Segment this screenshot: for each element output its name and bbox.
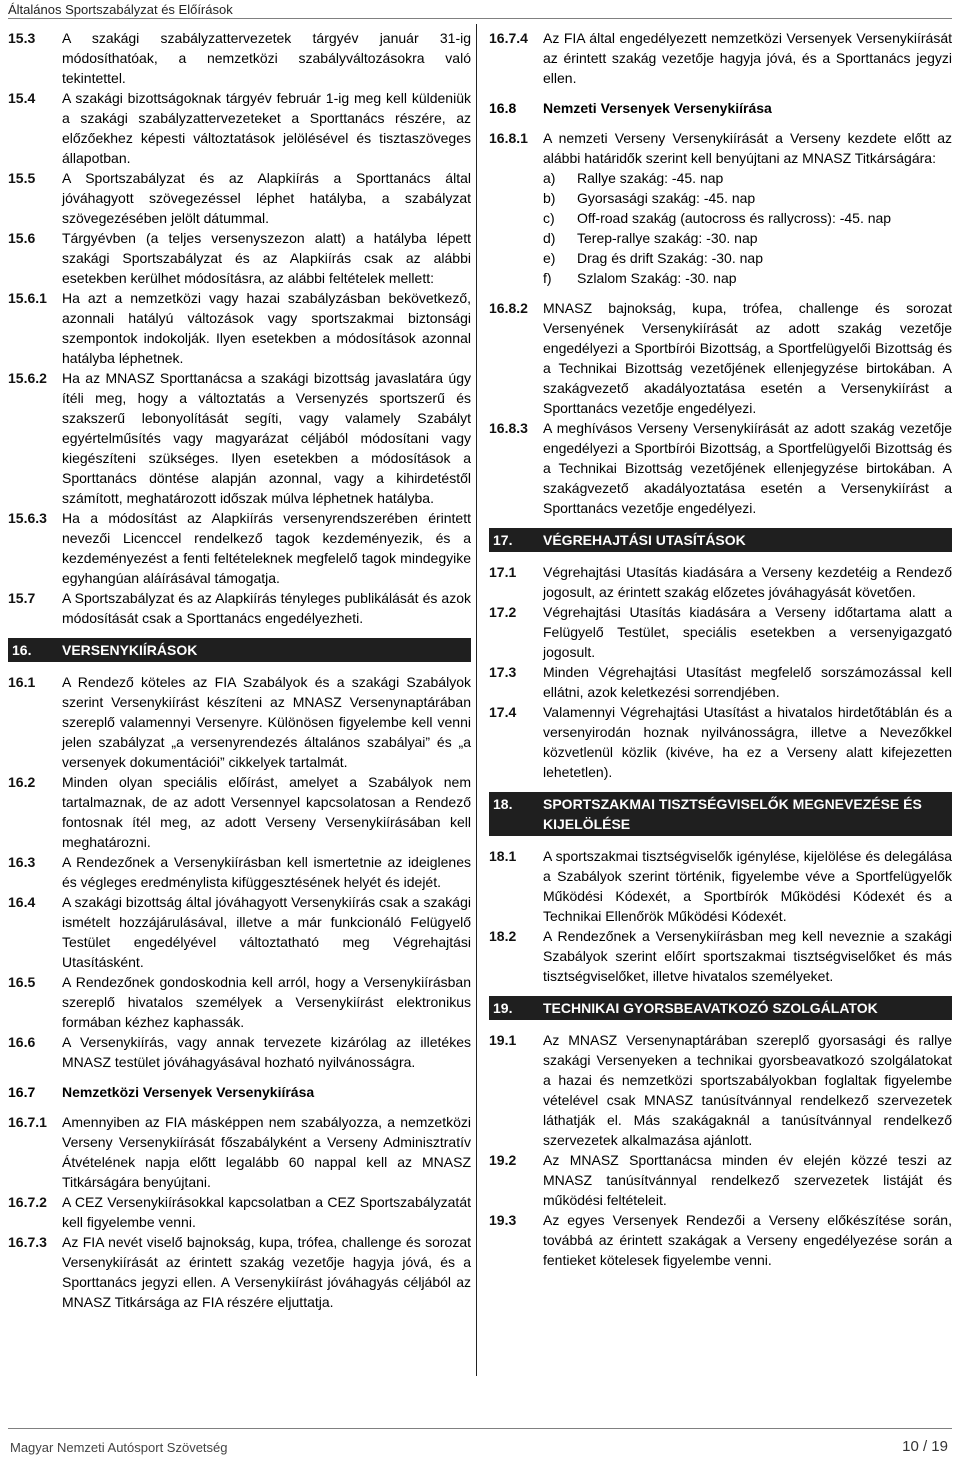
- clause-text: A nemzeti Verseny Versenykiírását a Verseny kezdete előtt az alábbi határidők szerint kell benyújtani az MNASZ Titkárságára:: [543, 130, 952, 166]
- clause-number: 18.2: [489, 928, 517, 944]
- column-divider: [476, 24, 477, 1376]
- clause-number: 16.6: [8, 1034, 36, 1050]
- section-heading-number: 19.: [493, 1000, 513, 1016]
- subsection-heading-text: Nemzeti Versenyek Versenykiírása: [543, 100, 772, 116]
- clause: [489, 562, 952, 602]
- clause: [489, 662, 952, 702]
- clause-text: Az FIA által engedélyezett nemzetközi Versenyek Versenykiírását az érintett szakág vezetője hagyja jóvá, és a Sporttanács jegyzi ellen.: [543, 30, 952, 86]
- clause-number: 16.7.1: [8, 1114, 47, 1130]
- clause: [8, 1112, 471, 1192]
- clause-text: Az egyes Versenyek Rendezői a Verseny előkészítése során, továbbá az érintett szakágak a Verseny engedélyezése során a fentieket kötelesek figyelembe venni.: [543, 1212, 952, 1268]
- list-item-letter: b): [543, 190, 556, 206]
- clause-text: MNASZ bajnokság, kupa, trófea, challenge és sorozat Versenyének Versenykiírását az adott szakág vezetője engedélyezi a Sportbírói Bizottság, a Sportfelügyelői Bizottság és a Technikai Bizottság vezetőjének ellenjegyzése birtokában. A szakágvezető akadályoztatása esetén a Versenykiírást a Sporttanács vezetője engedélyezi.: [543, 300, 952, 416]
- clause-text: A szakági bizottság által jóváhagyott Versenykiírás csak a szakági ismételt hozzájárulásával, illetve a már funkcionáló Felügyelő Testület engedélyével változtatható meg Végrehajtási Utasításként.: [62, 894, 471, 970]
- clause: [8, 672, 471, 772]
- list-item: [543, 208, 952, 228]
- list-item: [543, 188, 952, 208]
- clause: [489, 1210, 952, 1270]
- page-footer: [8, 1428, 952, 1458]
- section-heading: [489, 996, 952, 1020]
- clause: [489, 602, 952, 662]
- clause-number: 16.8.1: [489, 130, 528, 146]
- list-item-letter: e): [543, 250, 556, 266]
- clause: [8, 88, 471, 168]
- clause: [489, 846, 952, 926]
- subsection-heading-number: 16.7: [8, 1084, 36, 1100]
- left-column: [8, 28, 471, 1312]
- clause-text: A Rendezőnek a Versenykiírásban meg kell neveznie a szakági Szabályok szerint előírt sportszakmai tisztségviselőket és más tisztségviselőket, illetve hivatalos személyeket.: [543, 928, 952, 984]
- clause-text: Ha az MNASZ Sporttanácsa a szakági bizottság javaslatára úgy ítéli meg, hogy a változtatás a Versenyzés sportszerű és szakszerű lebonyolítását segíti, vagy valamely Szabályt egyértelműsítés vagy magyarázat céljából módosítani vagy kiegészíteni szükséges. Ilyen esetekben a módosítások a Sporttanács döntése alapján azonnal, vagy a kihirdetéstől számított, meghatározott időszak múlva léphetnek hatályba.: [62, 370, 471, 506]
- subsection-heading: [8, 1082, 471, 1102]
- list-item-text: Gyorsasági szakág: -45. nap: [577, 190, 756, 206]
- right-column: [489, 28, 952, 1270]
- list-item-letter: c): [543, 210, 555, 226]
- clause-text: Az MNASZ Sporttanácsa minden év elején közzé teszi az MNASZ tanúsítvánnyal rendelkező szervezetek listáját és működési feltételeit.: [543, 1152, 952, 1208]
- clause-text: Az MNASZ Versenynaptárában szereplő gyorsasági és rallye szakági Versenyeken a technikai gyorsbeavatkozó szolgálatokat a hazai és nemzetközi sportszabályokban foglaltak figyelembe vételével csak MNASZ tanúsítvánnyal rendelkező szervezetek láthatják el. Más szakágaknál a tanúsítvánnyal rendelkező szervezetek alkalmazása ajánlott.: [543, 1032, 952, 1148]
- list-item-text: Off-road szakág (autocross és rallycross): -45. nap: [577, 210, 892, 226]
- clause: [8, 972, 471, 1032]
- clause-number: 16.4: [8, 894, 36, 910]
- clause-number: 15.6.1: [8, 290, 47, 306]
- clause-number: 15.6.2: [8, 370, 47, 386]
- clause: [8, 892, 471, 972]
- clause-number: 19.2: [489, 1152, 517, 1168]
- clause-number: 16.1: [8, 674, 36, 690]
- clause-number: 19.3: [489, 1212, 517, 1228]
- document-title: Általános Sportszabályzat és Előírások: [8, 2, 233, 17]
- clause: [8, 28, 471, 88]
- spacer: [489, 288, 952, 298]
- clause-number: 15.3: [8, 30, 36, 46]
- list-item-text: Drag és drift Szakág: -30. nap: [577, 250, 763, 266]
- clause: [8, 508, 471, 588]
- page-header: [8, 0, 952, 20]
- clause-text: Ha azt a nemzetközi vagy hazai szabályzásban bekövetkező, azonnali hatályú változások vagy sportszakmai biztonsági szempontok indokolják. Ilyen esetekben a módosítások azonnal hatályba léphetnek.: [62, 290, 471, 366]
- list-item-letter: f): [543, 270, 552, 286]
- clause: [8, 1192, 471, 1232]
- clause-number: 16.2: [8, 774, 36, 790]
- clause: [489, 28, 952, 88]
- clause: [489, 128, 952, 168]
- list-item-text: Szlalom Szakág: -30. nap: [577, 270, 737, 286]
- clause-text: Valamennyi Végrehajtási Utasítást a hivatalos hirdetőtáblán és a versenyirodán hoznak nyilvánosságra, illetve a Nevezőkkel közvetlenül közlik (kivéve, ha ez a Verseny alatt kifejezetten lehetetlen).: [543, 704, 952, 780]
- clause-number: 15.6: [8, 230, 36, 246]
- list-item-letter: d): [543, 230, 556, 246]
- clause-number: 16.7.4: [489, 30, 528, 46]
- clause: [8, 1232, 471, 1312]
- clause-text: A Versenykiírás, vagy annak tervezete kizárólag az illetékes MNASZ testület jóváhagyásával hozható nyilvánosságra.: [62, 1034, 471, 1070]
- section-heading-text: SPORTSZAKMAI TISZTSÉGVISELŐK MEGNEVEZÉSE ÉS KIJELÖLÉSE: [543, 796, 922, 832]
- section-heading-number: 16.: [12, 642, 32, 658]
- clause-number: 16.5: [8, 974, 36, 990]
- section-heading-text: VÉGREHAJTÁSI UTASÍTÁSOK: [543, 532, 746, 548]
- clause-text: Minden Végrehajtási Utasítást megfelelő sorszámozással kell ellátni, azok keletkezési sorrendjében.: [543, 664, 952, 700]
- clause-text: Amennyiben az FIA másképpen nem szabályozza, a nemzetközi Verseny Versenykiírását főszabályként a Verseny Adminisztratív Átvételének napja előtt legalább 60 nappal kell az MNASZ Titkárságára benyújtani.: [62, 1114, 471, 1190]
- clause-number: 15.6.3: [8, 510, 47, 526]
- clause: [489, 926, 952, 986]
- clause-number: 16.7.2: [8, 1194, 47, 1210]
- clause: [8, 1032, 471, 1072]
- list-item: [543, 228, 952, 248]
- list-item-text: Terep-rallye szakág: -30. nap: [577, 230, 758, 246]
- clause-text: Végrehajtási Utasítás kiadására a Verseny kezdetéig a Rendező jogosult, az érintett szakág előzetes jóváhagyását követően.: [543, 564, 952, 600]
- clause-number: 16.8.2: [489, 300, 528, 316]
- clause-text: A szakági szabályzattervezetek tárgyév január 31-ig módosíthatóak, a nemzetközi szabályváltozásokra való tekintettel.: [62, 30, 471, 86]
- clause-text: A Rendezőnek gondoskodnia kell arról, hogy a Versenykiírásban szereplő hivatalos személyek a Versenykiírást elektronikus formában kézhez kaphassák.: [62, 974, 471, 1030]
- deadline-list: [543, 168, 952, 288]
- clause-text: A Sportszabályzat és az Alapkiírás a Sporttanács által jóváhagyott szövegezéssel léphet hatályba, a szabályzat szövegezésében jelölt dátummal.: [62, 170, 471, 226]
- clause-text: Ha a módosítást az Alapkiírás versenyrendszerében érintett nevezői Licenccel rendelkező tagok kezdeményezik, és a kezdeményezést a fenti feltételeknek megfelelő tagok mindegyike egyhangúan aláírásával támogatja.: [62, 510, 471, 586]
- section-heading-text: VERSENYKIÍRÁSOK: [62, 642, 198, 658]
- subsection-heading-text: Nemzetközi Versenyek Versenykiírása: [62, 1084, 315, 1100]
- clause: [8, 288, 471, 368]
- clause-number: 17.1: [489, 564, 517, 580]
- clause-text: A szakági bizottságoknak tárgyév február 1-ig meg kell küldeniük a szakági szabályzattervezeteket a Sporttanács részére, az előzőekhez képesti változtatások jelölésével és tisztaszöveges állapotban.: [62, 90, 471, 166]
- section-heading-text: TECHNIKAI GYORSBEAVATKOZÓ SZOLGÁLATOK: [543, 1000, 878, 1016]
- list-item: [543, 268, 952, 288]
- clause: [489, 418, 952, 518]
- section-heading: [8, 638, 471, 662]
- clause-text: Minden olyan speciális előírást, amelyet a Szabályok nem tartalmaznak, de az adott Versennyel kapcsolatosan a Rendező fontosnak ítél meg, az adott Verseny Versenykiírásában kell meghatározni.: [62, 774, 471, 850]
- clause: [8, 588, 471, 628]
- section-heading-number: 18.: [493, 796, 513, 812]
- list-item: [543, 168, 952, 188]
- clause-number: 15.7: [8, 590, 36, 606]
- subsection-heading: [489, 98, 952, 118]
- clause-number: 17.3: [489, 664, 517, 680]
- clause-text: A sportszakmai tisztségviselők igénylése, kijelölése és delegálása a Szabályok szerint történik, figyelembe véve a Sportfelügyelők Működési Kódexét, a Sportbírók Működési Kódexét és a Technikai Ellenőrök Működési Kódexét.: [543, 848, 952, 924]
- clause-text: A meghívásos Verseny Versenykiírását az adott szakág vezetője engedélyezi a Sportbírói Bizottság, a Sportfelügyelői Bizottság és a Technikai Bizottság vezetőjének ellenjegyzése birtokában. A szakágvezető akadályoztatása esetén a Versenykiírást a Sporttanács vezetője engedélyezi.: [543, 420, 952, 516]
- header-rule: [8, 18, 952, 19]
- list-item: [543, 248, 952, 268]
- clause-number: 16.3: [8, 854, 36, 870]
- clause-number: 15.5: [8, 170, 36, 186]
- clause: [8, 852, 471, 892]
- clause-number: 15.4: [8, 90, 36, 106]
- clause: [8, 168, 471, 228]
- clause-text: A Sportszabályzat és az Alapkiírás tényleges publikálását és azok módosítását csak a Sporttanács engedélyezheti.: [62, 590, 471, 626]
- clause-text: Tárgyévben (a teljes versenyszezon alatt) a hatályba lépett szakági Sportszabályzat és az Alapkiírás csak az alábbi esetekben kerülhet módosításra, az alábbi feltételek mellett:: [62, 230, 471, 286]
- clause-text: Végrehajtási Utasítás kiadására a Verseny időtartama alatt a Felügyelő Testület, speciális esetekben a versenyigazgató jogosult.: [543, 604, 952, 660]
- list-item-text: Rallye szakág: -45. nap: [577, 170, 724, 186]
- clause-text: A CEZ Versenykiírásokkal kapcsolatban a CEZ Sportszabályzatát kell figyelembe venni.: [62, 1194, 471, 1230]
- clause-text: A Rendezőnek a Versenykiírásban kell ismertetnie az ideiglenes és végleges eredménylista kifüggesztésének helyét és idejét.: [62, 854, 471, 890]
- section-heading-number: 17.: [493, 532, 513, 548]
- clause-number: 17.2: [489, 604, 517, 620]
- clause: [489, 1150, 952, 1210]
- clause-number: 18.1: [489, 848, 517, 864]
- footer-organization: Magyar Nemzeti Autósport Szövetség: [10, 1440, 228, 1455]
- clause-number: 16.7.3: [8, 1234, 47, 1250]
- subsection-heading-number: 16.8: [489, 100, 517, 116]
- section-heading: [489, 792, 952, 836]
- clause: [8, 772, 471, 852]
- clause: [8, 368, 471, 508]
- clause: [489, 1030, 952, 1150]
- list-item-letter: a): [543, 170, 556, 186]
- clause: [489, 702, 952, 782]
- page-number: 10 / 19: [902, 1438, 948, 1455]
- clause-text: A Rendező köteles az FIA Szabályok és a szakági Szabályok szerint Versenykiírást készíteni az MNASZ Versenynaptárában szereplő valamennyi Versenyre. Különösen figyelembe kell venni jelen szabályzat „a versenyrendezés általános szabályai” és „a versenyek dokumentációi” cikkelyek tartalmát.: [62, 674, 471, 770]
- clause: [8, 228, 471, 288]
- footer-rule: [8, 1428, 952, 1429]
- section-heading: [489, 528, 952, 552]
- clause-number: 17.4: [489, 704, 517, 720]
- clause: [489, 298, 952, 418]
- clause-number: 19.1: [489, 1032, 517, 1048]
- clause-text: Az FIA nevét viselő bajnokság, kupa, trófea, challenge és sorozat Versenykiírását az érintett szakág vezetője hagyja jóvá, és a Sporttanács jegyzi ellen. A Versenykiírást jóváhagyás céljából az MNASZ Titkársága az FIA részére eljuttatja.: [62, 1234, 471, 1310]
- clause-number: 16.8.3: [489, 420, 528, 436]
